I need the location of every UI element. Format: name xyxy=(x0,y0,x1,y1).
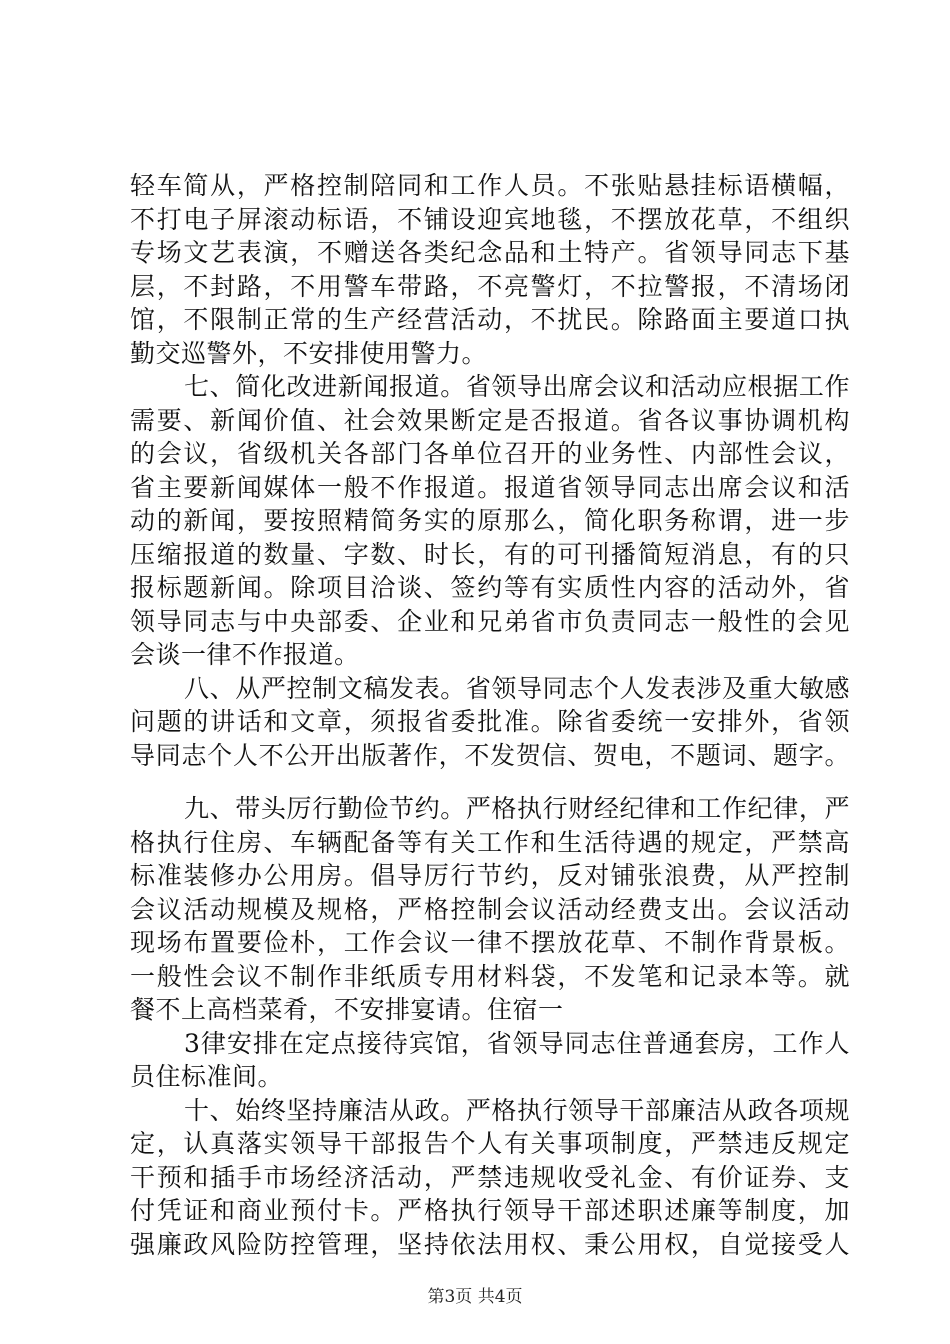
text-line: 格执行住房、车辆配备等有关工作和生活待遇的规定，严禁高 xyxy=(130,828,850,857)
paragraph-start-line: 十、始终坚持廉洁从政。严格执行领导干部廉洁从政各项规 xyxy=(184,1096,850,1125)
text-line: 层，不封路，不用警车带路，不亮警灯，不拉警报，不清场闭 xyxy=(130,272,850,301)
text-line: 领导同志与中央部委、企业和兄弟省市负责同志一般性的会见 xyxy=(130,607,850,636)
text-line: 现场布置要俭朴，工作会议一律不摆放花草、不制作背景板。 xyxy=(130,928,850,957)
text-line: 会谈一律不作报道。 xyxy=(130,640,360,669)
text-line: 报标题新闻。除项目洽谈、签约等有实质性内容的活动外，省 xyxy=(130,573,850,602)
text-line: 干预和插手市场经济活动，严禁违规收受礼金、有价证券、支 xyxy=(130,1163,850,1192)
paragraph-start-line: 八、从严控制文稿发表。省领导同志个人发表涉及重大敏感 xyxy=(184,674,850,703)
text-line: 付凭证和商业预付卡。严格执行领导干部述职述廉等制度，加 xyxy=(130,1196,850,1225)
text-line: 强廉政风险防控管理，坚持依法用权、秉公用权，自觉接受人 xyxy=(130,1230,850,1259)
text-line: 动的新闻，要按照精简务实的原那么，简化职务称谓，进一步 xyxy=(130,506,850,535)
page-number-footer: 第3页 共4页 xyxy=(427,1287,523,1307)
text-line: 轻车简从，严格控制陪同和工作人员。不张贴悬挂标语横幅， xyxy=(130,171,850,200)
text-line: 馆，不限制正常的生产经营活动，不扰民。除路面主要道口执 xyxy=(130,305,850,334)
text-line: 一般性会议不制作非纸质专用材料袋，不发笔和记录本等。就 xyxy=(130,962,850,991)
text-line: 不打电子屏滚动标语，不铺设迎宾地毯，不摆放花草，不组织 xyxy=(130,205,850,234)
text-line: 定，认真落实领导干部报告个人有关事项制度，严禁违反规定 xyxy=(130,1129,850,1158)
paragraph-start-line: 七、简化改进新闻报道。省领导出席会议和活动应根据工作 xyxy=(184,372,850,401)
text-line: 压缩报道的数量、字数、时长，有的可刊播简短消息，有的只 xyxy=(130,540,850,569)
text-line: 员住标准间。 xyxy=(130,1062,284,1091)
text-line: 会议活动规模及规格，严格控制会议活动经费支出。会议活动 xyxy=(130,895,850,924)
text-line: 问题的讲话和文章，须报省委批准。除省委统一安排外，省领 xyxy=(130,707,850,736)
text-line: 餐不上高档菜肴，不安排宴请。住宿一 xyxy=(130,995,564,1024)
text-line: 勤交巡警外，不安排使用警力。 xyxy=(130,339,488,368)
text-line: 专场文艺表演，不赠送各类纪念品和土特产。省领导同志下基 xyxy=(130,238,850,267)
text-line: 的会议，省级机关各部门各单位召开的业务性、内部性会议， xyxy=(130,439,850,468)
text-line: 省主要新闻媒体一般不作报道。报道省领导同志出席会议和活 xyxy=(130,473,850,502)
text-line: 需要、新闻价值、社会效果断定是否报道。省各议事协调机构 xyxy=(130,406,850,435)
text-line: 导同志个人不公开出版著作，不发贺信、贺电，不题词、题字。 xyxy=(130,741,850,770)
text-line: 标准装修办公用房。倡导厉行节约，反对铺张浪费，从严控制 xyxy=(130,861,850,890)
paragraph-start-line: 九、带头厉行勤俭节约。严格执行财经纪律和工作纪律，严 xyxy=(184,794,850,823)
text-line: 3律安排在定点接待宾馆，省领导同志住普通套房，工作人 xyxy=(184,1029,850,1058)
